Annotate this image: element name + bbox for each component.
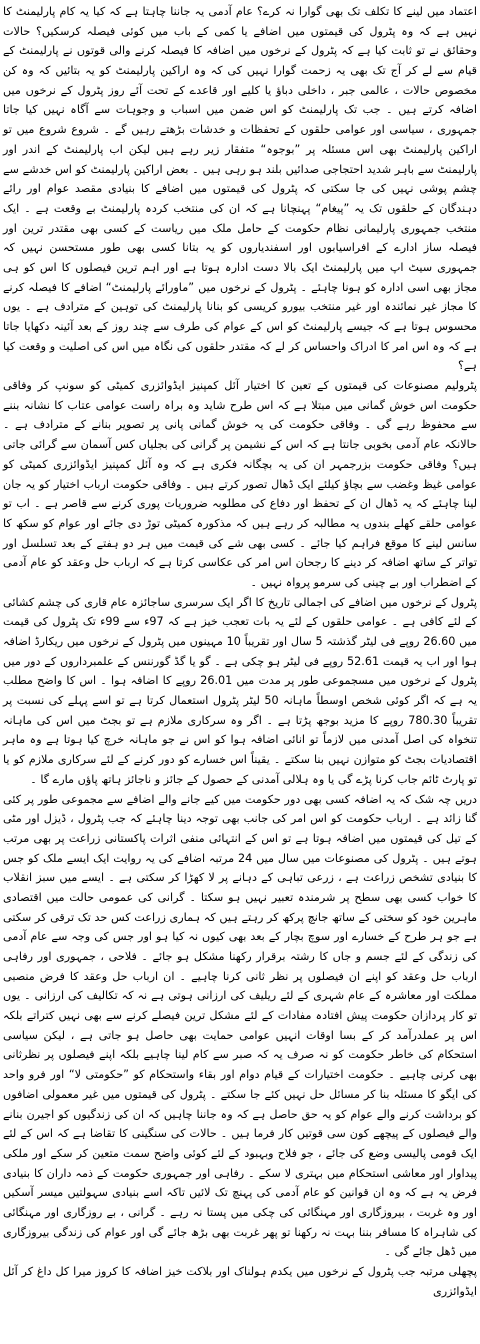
paragraph: دریں چہ شک کہ یہ اضافہ کسی بھی دور حکومت میں کیے جانے والے اضافے سے مجموعی طور پر کئی گنا زائد ہے ۔ ارباب حکومت کو اس امر کی جانب بھی توجہ دینا چاہئے کہ جب پٹرول ، ڈیزل اور مٹی کے تیل کی قیمتوں میں اضافہ ہوتا ہے تو اس کے انتہائی منفی اثرات پاکستانی زراعت پر بھی مرتب ہوتے ہیں ۔ پٹرول کی مصنوعات میں سال میں 24 مرتبہ اضافے کی یہ روایت ایک ایسے ملک کو جس کا بنیادی تشخص زراعت ہے ، زرعی تباہی کے دہانے پر لا کھڑا کر سکتی ہے ۔ ایسے میں سبز انقلاب کا خواب کسی بھی سطح پر شرمندہ تعبیر نہیں ہو سکتا ۔ گرانی کی عمومی حالت میں اقتصادی ماہرین خود کو سختی کے ساتھ جانچ پرکھ کر رہتے ہیں کہ ہماری زراعت کس حد تک ترقی کر سکتی ہے جو ہر طرح کے خسارے اور سوچ بچار کے بعد بھی کیوں نہ کیا ہو اور جس کی وجہ سے عام آدمی کی زندگی کے لئے جسم و جاں کا رشتہ برقرار رکھنا مشکل ہو جائے ۔ فلاحی ، جمہوری اور رفاہی ارباب حل وعقد کو اپنے ان فیصلوں پر نظر ثانی کرنا چاہیے ۔ ان ارباب حل وعقد کا فرض منصبی مملکت اور معاشرہ کے عام شہری کے لئے ریلیف کی ارزانی ہوتی ہے نہ کہ تکالیف کی ارزانی ۔ یوں تو کار پردازان حکومت پیش افتادہ مفادات کے لئے مشکل ترین فیصلے کرنے سے بھی نہیں کتراتے بلکہ اس پر عملدرآمد کر کے بسا اوقات انہیں عوامی حمایت بھی حاصل ہو جاتی ہے ، لیکن سیاسی استحکام کی خاطر حکومت کو نہ صرف یہ کہ صبر سے کام لینا چاہیے بلکہ اپنے فیصلوں پر نظرثانی بھی کرنی چاہیے ۔ حکومت اختیارات کے قیام دوام اور بقاء واستحکام کو ”حکومتی لا“ اور فرو واحد کی ایگو کا مسئلہ بنا کر مسائل حل نہیں کئے جا سکتے ۔ پٹرول کی قیمتوں میں غیر معمولی اضافوں کو برداشت کرنے والے عوام کو یہ حق حاصل ہے کہ وہ جاننا چاہیں کہ ان کی زندگیوں کو اجیرن بنانے والے فیصلوں کے پیچھے کون سی قوتیں کار فرما ہیں ۔ حالات کی سنگینی کا تقاضا ہے کہ اس کے لئے ایک قومی پالیسی وضع کی جائے ، جو فلاح وبہبود کے لئے کوئی واضح سمت متعین کر سکے اور ملکی پیداوار اور معاشی استحکام میں بہتری لا سکے ۔ رفاہی اور جمہوری حکومت کے ذمہ داران کا بنیادی فرض یہ ہے کہ وہ ان قوانین کو عام آدمی کی پہنچ تک لائیں تاکہ اسے بنیادی سہولتیں میسر آسکیں اور وہ غربت ، بیروزگاری اور مہنگائی کی چکی میں پستا نہ رہے ۔ گرانی ، بے روزگاری اور مہنگائی کی شاہراہ کا مسافر بننا بہت نہ رکھنا تو پھر غربت بھی بڑھ جائے گی اور عوام کی زندگی بیروزگاری میں ڈھل جائے گی ۔ [3,792,477,1259]
paragraph: پٹرول کے نرخوں میں اضافے کی اجمالی تاریخ کا اگر ایک سرسری ساجائزہ عام قاری کی چشم کشائی کے لئے کافی ہے ۔ عوامی حلقوں کے لئے یہ بات تعجب خیز ہے کہ 97ء سے 99ء تک پٹرول کی قیمت میں 26.60 روپے فی لیٹر گذشتہ 5 سال اور تقریباً 10 مہینوں میں پٹرول کے نرخوں میں ریکارڈ اضافہ ہوا اور اب یہ قیمت 52.61 روپے فی لیٹر ہو چکی ہے ۔ گو یا گڈ گورننس کے علمبرداروں کے دور میں پٹرول کے نرخوں میں مسجموعی طور پر مدت میں 26.01 روپے کا اضافہ ہوا ۔ اس کا واضح مطلب یہ ہے کہ اگر کوئی شخص اوسطاً ماہانہ 50 لیٹر پٹرول استعمال کرتا ہے تو اسے پہلے کی نسبت پر تقریباً 780.30 روپے کا مزید بوجھ پڑتا ہے ۔ اگر وہ سرکاری ملازم ہے تو بجٹ میں اس کی ماہانہ تنخواہ کی اصل آمدنی میں لازماً تو انائی اضافہ ہوا کو اس نے جو ماہانہ خرچ کیا ہوتا ہے وہ ماہر اقتصادیات بجٹ کو متوازن نہیں بنا سکتے ۔ یقیناً اس خسارے کو دور کرنے کے لئے سرکاری ملازم کو یا تو پارٹ ٹائم جاب کرنا پڑے گی یا وہ ہلالی آمدنی کے حصول کے جائز و ناجائز ہاتھ پاؤں مارے گا ۔ [3,595,477,786]
paragraph: پٹرولیم مصنوعات کی قیمتوں کے تعین کا اختیار آئل کمپنیز ایڈوائزری کمیٹی کو سونپ کر وفاقی حکومت اس خوش گمانی میں مبتلا ہے کہ اس طرح شاید وہ براہ راست عوامی عتاب کا نشانہ بننے سے محفوظ رہے گی ۔ وفاقی حکومت کی یہ خوش گمانی پانی پر تصویر بنانے کے مترادف ہے ۔ حالانکہ عام آدمی بخوبی جانتا ہے کہ اس کے نشیمن پر گرانی کی بجلیاں کس آسمان سے گرائی جاتی ہیں؟ وفاقی حکومت بزرجمہر ان کی یہ بچگانہ فکری ہے کہ وہ آئل کمپنیز ایڈوائزری کمیٹی کو عوامی غیظ وغضب سے بچاؤ کیلئے ایک ڈھال تصور کرتے ہیں ۔ وفاقی حکومت ارباب اختیار کو یہ جان لینا چاہئے کہ یہ ڈھال ان کے تحفظ اور دفاع کی مطلوبہ ضروریات پوری کرنے سے قاصر ہے ۔ اب تو عوامی حلقے کھلے بندوں یہ مطالبہ کر رہے ہیں کہ مذکورہ کمیٹی توڑ دی جائے اور عوام کو سکھ کا سانس لینے کا موقع فراہم کیا جائے ۔ کسی بھی شے کی قیمت میں ہر دو ہفتے کے بعد تسلسل اور تواتر کے ساتھ اضافہ کر دینے کا رجحان اس امر کی عکاسی کرتا ہے کہ ارباب حل وعقد کو عام آدمی کے اضطراب اور بے چینی کی سرمو پرواہ نہیں ۔ [3,379,477,589]
paragraph: پچھلی مرتبہ جب پٹرول کے نرخوں میں یکدم ہولناک اور بلاکت خیز اضافہ کا کروز میرا کل داغ کر آئل ایڈوائزری [3,1265,477,1298]
paragraph: اعتماد میں لینے کا تکلف تک بھی گوارا نہ کرے؟ عام آدمی یہ جاننا چاہتا ہے کہ کیا یہ کام پارلیمنٹ کا نہیں ہے کہ وہ پٹرول کی قیمتوں میں اضافے یا کمی کے باب میں کوئی فیصلہ کرسکیں؟ حالات وحقائق نے تو ثابت کیا ہے کہ پٹرول کے نرخوں میں اضافہ کا فیصلہ کرنے والی قوتوں نے پارلیمنٹ کے قیام سے لے کر آج تک بھی یہ زحمت گوارا نہیں کی کہ وہ اراکین پارلیمنٹ کو یہ بتائیں کہ وہ کن مخصوص حالات ، عالمی جبر ، داخلی دباؤ یا کلیے اور قاعدے کے تحت آئے روز پٹرول کے نرخوں میں اضافہ کرتے ہیں ۔ جب تک پارلیمنٹ کو اس ضمن میں اسباب و وجوہات سے آگاہ نہیں کیا جاتا جمہوری ، سیاسی اور عوامی حلقوں کے تحفظات و خدشات بڑھتے رہیں گے ۔ شروع شروع میں تو اراکین پارلیمنٹ بھی اس مسئلہ پر ”بوجوہ“ متفقار زیر رہے ہیں لیکن اب پارلیمنٹ کے اندر اور پارلیمنٹ سے باہر شدید احتجاجی صدائیں بلند ہو رہی ہیں ۔ بعض اراکین پارلیمنٹ کو اس خدشے سے چشم پوشی نہیں کی جا سکتی کہ پٹرول کی قیمتوں میں اضافے کا بنیادی مقصد عوام اور رائے دہندگان کے حلقوں تک یہ ”پیغام“ پہنچانا ہے کہ ان کی منتخب کردہ پارلیمنٹ بے وقعت ہے ۔ ایک منتخب جمہوری پارلیمانی نظام حکومت کے حامل ملک میں ریاست کے کسی بھی مقتدر ترین اور فیصلہ ساز ادارے کے افراسیابوں اور اسفندیاروں کو یہ بتانا کسی بھی طور مستحسن نہیں کہ جمہوری سیٹ اپ میں پارلیمنٹ ایک بالا دست ادارہ ہوتا ہے اور اہم ترین فیصلوں کا اس کو ہی مجاز بھی اسی ادارہ کو ہونا چاہئے ۔ پٹرول کے نرخوں میں ”ماورائے پارلیمنٹ“ اضافے کا فیصلہ کرنے کا مجاز غیر نمائندہ اور غیر منتخب بیورو کریسی کو بنانا پارلیمنٹ کی توہین کے مترادف ہے ۔ یوں محسوس ہوتا ہے کہ جیسے پارلیمنٹ کو اس کے عوام کی طرف سے چند روز کے بعد آئینہ دکھایا جاتا ہے کہ وہ اس امر کا ادراک واحساس کر لے کہ مقتدر حلقوں کی نگاہ میں اس کی اصلیت و وقعت کیا ہے؟ [3,5,477,373]
